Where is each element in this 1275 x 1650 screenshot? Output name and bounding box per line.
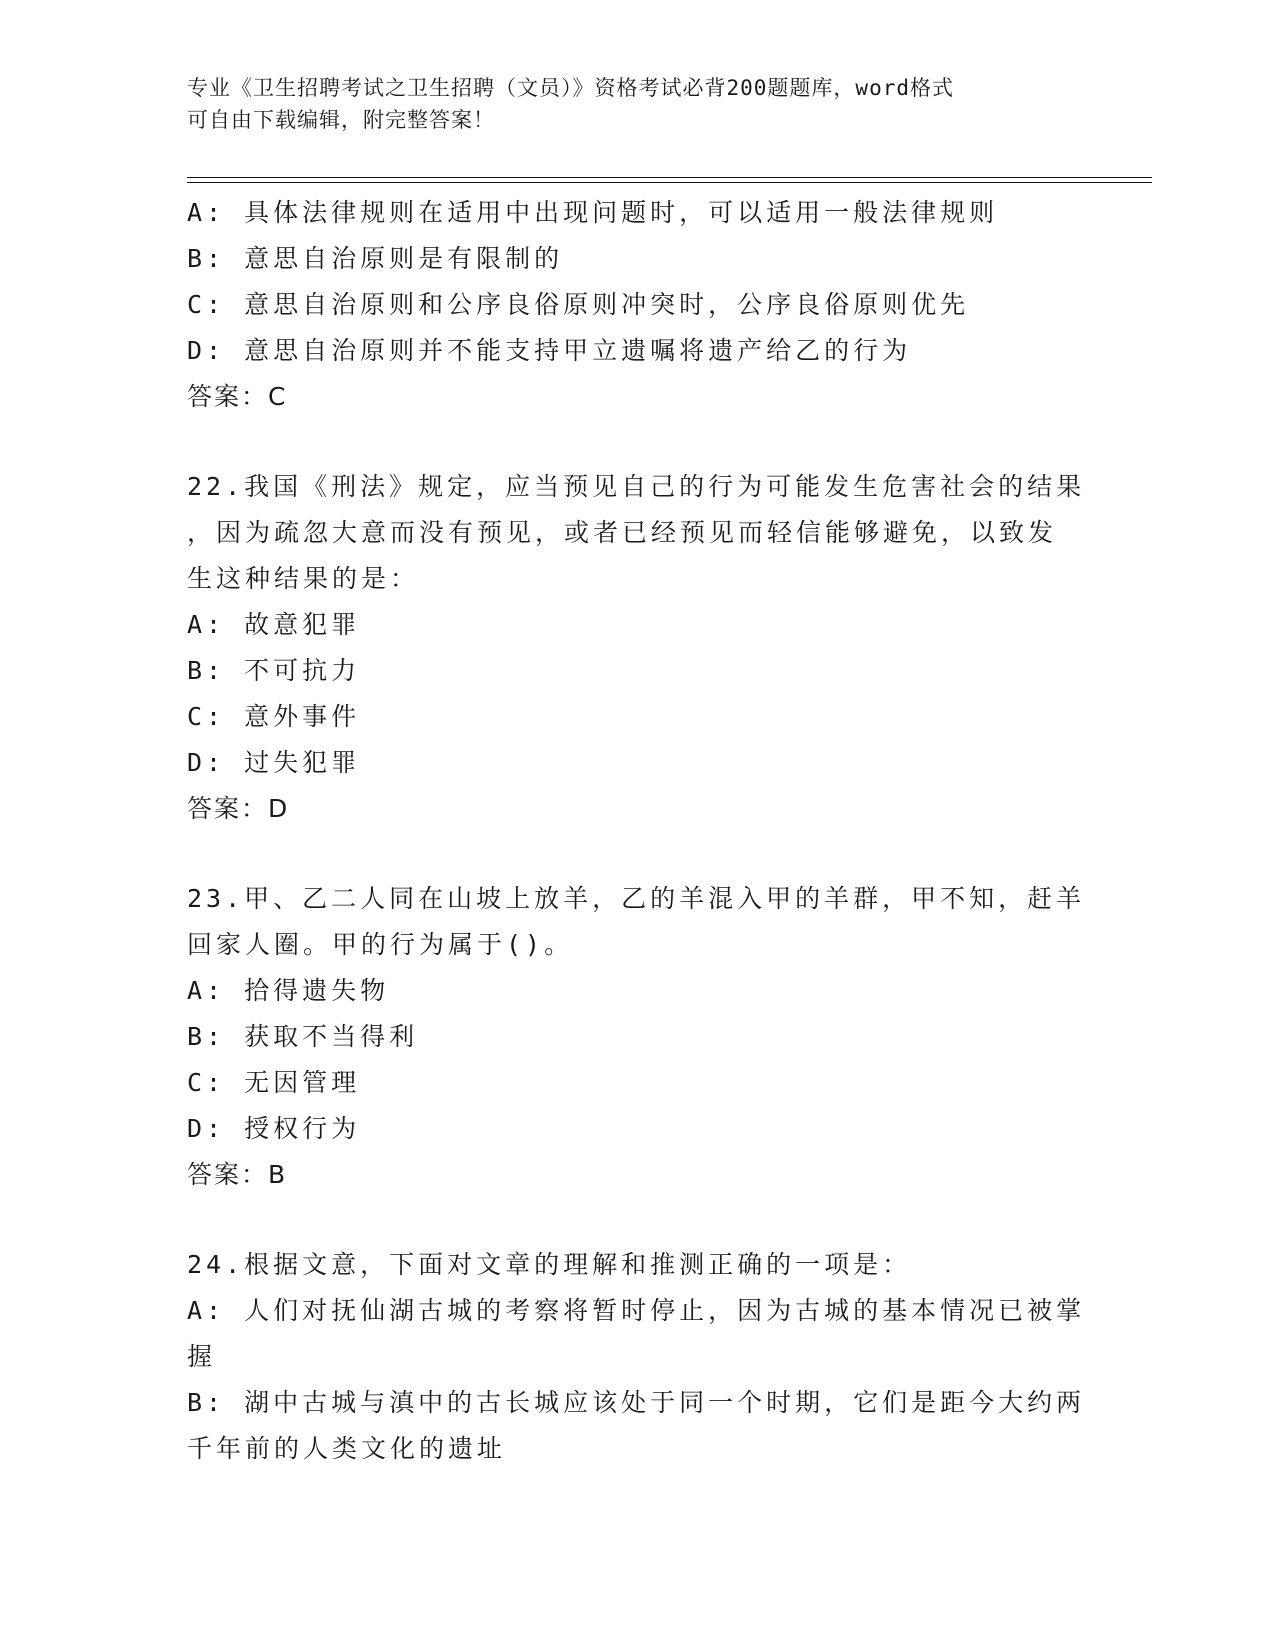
header-rule-bottom: [187, 182, 1152, 183]
question-list: [187, 190, 1087, 1472]
header-rule-top: [187, 177, 1152, 178]
document-header: [187, 72, 1067, 136]
question-stem-line: 24.根据文意，下面对文章的理解和推测正确的一项是：: [187, 1250, 912, 1279]
answer: 答案：D: [187, 794, 290, 823]
answer: 答案：C: [187, 382, 288, 411]
option-c: C: 意思自治原则和公序良俗原则冲突时，公序良俗原则优先: [187, 290, 970, 319]
question-stem-line: 生这种结果的是：: [187, 564, 420, 593]
header-line-1: 专业《卫生招聘考试之卫生招聘（文员）》资格考试必背200题题库，word格式: [187, 76, 954, 100]
question-stem-line: ，因为疏忽大意而没有预见，或者已经预见而轻信能够避免，以致发: [187, 518, 1058, 547]
option-a-line: 握: [187, 1342, 217, 1371]
option-d: D: 过失犯罪: [187, 748, 361, 777]
option-a-line: A: 人们对抚仙湖古城的考察将暂时停止，因为古城的基本情况已被掌: [187, 1296, 1086, 1325]
option-b: B: 意思自治原则是有限制的: [187, 244, 564, 273]
question-24: [187, 1242, 1087, 1472]
option-b: B: 获取不当得利: [187, 1022, 419, 1051]
option-d: D: 授权行为: [187, 1114, 361, 1143]
question-stem-line: 回家人圈。甲的行为属于()。: [187, 930, 574, 959]
option-c: C: 意外事件: [187, 702, 361, 731]
option-c: C: 无因管理: [187, 1068, 361, 1097]
option-a: A: 拾得遗失物: [187, 976, 390, 1005]
option-d: D: 意思自治原则并不能支持甲立遗嘱将遗产给乙的行为: [187, 336, 912, 365]
question-stem-line: 22.我国《刑法》规定，应当预见自己的行为可能发生危害社会的结果: [187, 472, 1086, 501]
question-23: [187, 876, 1087, 1198]
question-22: [187, 464, 1087, 832]
option-b: B: 不可抗力: [187, 656, 361, 685]
option-b-line: B: 湖中古城与滇中的古长城应该处于同一个时期，它们是距今大约两: [187, 1388, 1086, 1417]
question-21: [187, 190, 1087, 420]
answer: 答案：B: [187, 1160, 288, 1189]
header-line-2: 可自由下载编辑，附完整答案！: [187, 108, 495, 132]
question-stem-line: 23.甲、乙二人同在山坡上放羊，乙的羊混入甲的羊群，甲不知，赶羊: [187, 884, 1086, 913]
option-b-line: 千年前的人类文化的遗址: [187, 1434, 507, 1463]
option-a: A: 故意犯罪: [187, 610, 361, 639]
option-a: A: 具体法律规则在适用中出现问题时，可以适用一般法律规则: [187, 198, 999, 227]
